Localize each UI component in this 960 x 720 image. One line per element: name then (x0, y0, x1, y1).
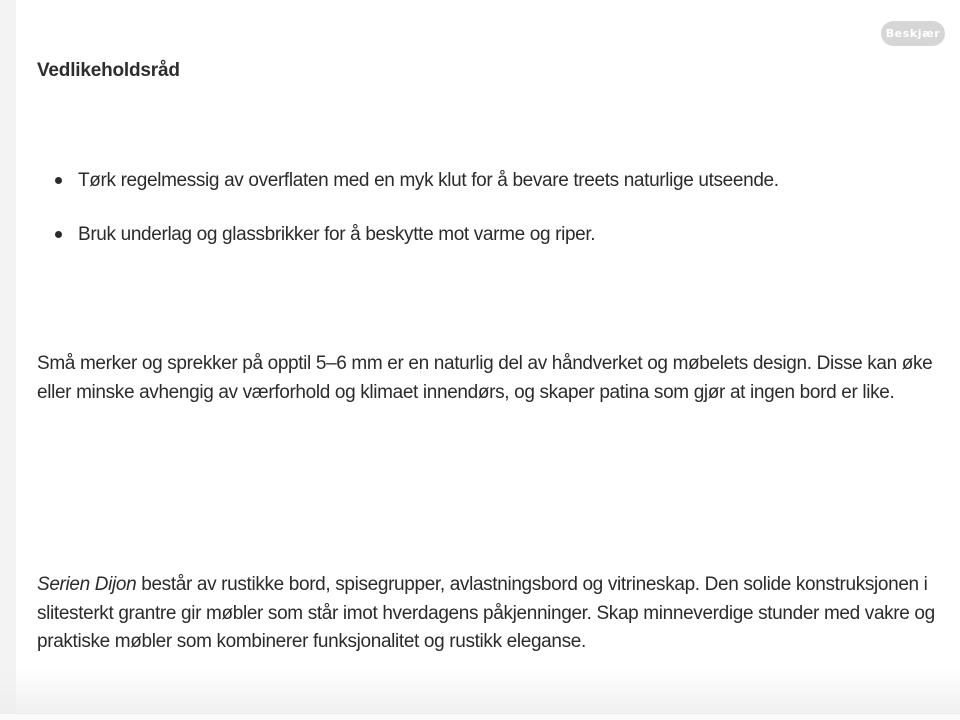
section-heading: Vedlikeholdsråd (37, 60, 180, 81)
series-paragraph (37, 571, 949, 657)
bottom-edge (0, 713, 960, 720)
list-item-text: Bruk underlag og glassbrikker for å beskytte mot varme og riper. (78, 224, 596, 245)
crop-button[interactable]: Beskjær (881, 21, 945, 46)
bullet-icon (55, 177, 62, 184)
list-item (37, 220, 937, 249)
bullet-icon (55, 231, 62, 238)
maintenance-tips-list (37, 166, 937, 274)
series-description: består av rustikke bord, spisegrupper, avlastningsbord og vitrineskap. Den solide konstruksjonen i slitesterkt grantre gir møbler som står imot hverdagens påkjenninger. Skap minneverdige stunder med vakre og praktiske møbler som kombinerer funksjonalitet og rustikk eleganse. (37, 574, 935, 653)
cracks-paragraph: Små merker og sprekker på opptil 5–6 mm er en naturlig del av håndverket og møbelets design. Disse kan øke eller minske avhengig av værforhold og klimaet innendørs, og skaper patina som gjør at ingen bord er like. (37, 353, 933, 403)
list-item-text: Tørk regelmessig av overflaten med en myk klut for å bevare treets naturlige utseende. (78, 170, 779, 191)
left-gutter (0, 0, 16, 714)
list-item (37, 166, 937, 195)
series-name: Serien Dijon (37, 574, 137, 595)
